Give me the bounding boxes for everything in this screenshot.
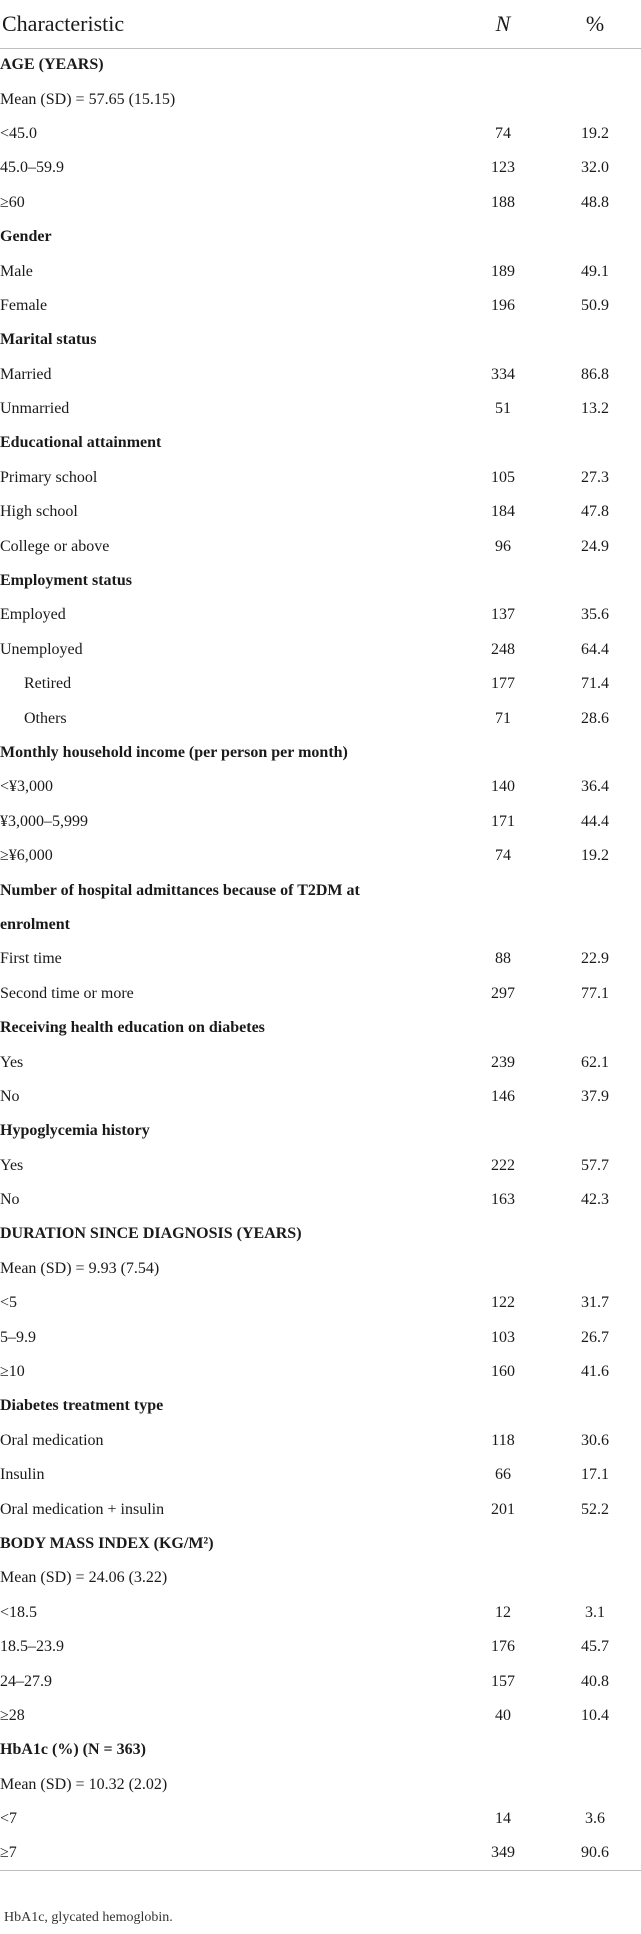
row-count: 201 [491,1500,515,1518]
table-header [0,0,641,48]
row-label: Mean (SD) = 9.93 (7.54) [0,1259,160,1277]
row-percent: 28.6 [581,709,609,727]
table-row [0,770,641,804]
table-row [0,633,641,667]
row-percent: 40.8 [581,1672,609,1690]
row-label: Male [0,262,33,280]
row-label: Mean (SD) = 57.65 (15.15) [0,90,176,108]
row-percent: 32.0 [581,159,609,177]
section-heading-row [0,48,641,82]
row-count: 12 [495,1603,511,1621]
row-percent: 47.8 [581,503,609,521]
table-row [0,529,641,563]
row-count: 140 [491,778,515,796]
row-label: Female [0,296,48,314]
row-count: 105 [491,468,515,486]
row-label: <45.0 [0,124,38,142]
table-row [0,461,641,495]
row-label: ¥3,000–5,999 [0,812,88,830]
row-label: enrolment [0,915,70,933]
row-label: ≥60 [0,193,25,211]
row-percent [549,1217,641,1251]
table-row [0,1045,641,1079]
table-row [0,942,641,976]
row-count: 118 [491,1431,515,1449]
row-percent [549,82,641,116]
table-row [0,1561,641,1595]
row-label: Diabetes treatment type [0,1397,164,1415]
row-count [457,1389,549,1423]
row-percent: 31.7 [581,1294,609,1312]
row-percent: 26.7 [581,1328,609,1346]
row-count: 123 [491,159,515,177]
row-percent: 22.9 [581,950,609,968]
table-row [0,1768,641,1802]
row-count: 66 [495,1466,511,1484]
row-count [457,1252,549,1286]
row-percent: 45.7 [581,1638,609,1656]
table-row [0,117,641,151]
table-row [0,598,641,632]
row-percent: 27.3 [581,468,609,486]
table-row [0,1080,641,1114]
header-row [0,0,641,48]
header-n: N [457,0,549,48]
row-label: 45.0–59.9 [0,159,64,177]
section-heading-row [0,1389,641,1423]
row-count: 96 [495,537,511,555]
row-label: First time [0,950,62,968]
row-count: 146 [491,1087,515,1105]
table-row [0,495,641,529]
section-heading-row [0,873,641,907]
row-count: 163 [491,1191,515,1209]
row-percent [549,1733,641,1767]
row-label: ≥7 [0,1836,457,1870]
row-percent [549,323,641,357]
row-percent [549,220,641,254]
row-percent [549,1252,641,1286]
table-row [0,82,641,116]
row-percent: 44.4 [581,812,609,830]
row-label: Oral medication + insulin [0,1500,165,1518]
row-count [457,564,549,598]
row-label: Unemployed [0,640,83,658]
table-row [0,1492,641,1526]
row-percent: 41.6 [581,1363,609,1381]
row-count: 14 [495,1810,511,1828]
row-count: 171 [491,812,515,830]
row-label: Number of hospital admittances because of T2DM at [0,881,360,899]
row-percent: 10.4 [581,1706,609,1724]
row-label: Unmarried [0,400,70,418]
row-label: Primary school [0,468,98,486]
table-row [0,358,641,392]
row-label: Retired [24,675,72,693]
row-label: College or above [0,537,110,555]
row-percent: 52.2 [581,1500,609,1518]
table-row [0,1320,641,1354]
table-row [0,805,641,839]
table-row [0,977,641,1011]
table-row [0,1149,641,1183]
table-row [0,1802,641,1836]
row-count: 157 [491,1672,515,1690]
row-percent [549,1561,641,1595]
row-label: HbA1c (%) (N = 363) [0,1741,146,1759]
row-percent: 30.6 [581,1431,609,1449]
row-label: 5–9.9 [0,1328,36,1346]
section-heading-row [0,1114,641,1148]
row-count [457,323,549,357]
row-percent [549,1114,641,1148]
row-count [457,1561,549,1595]
row-count [457,1527,549,1561]
row-label: AGE (YEARS) [0,56,104,74]
row-count: 239 [491,1053,515,1071]
row-label: BODY MASS INDEX (KG/M²) [0,1534,214,1552]
row-count: 334 [491,365,515,383]
table-footnote: HbA1c, glycated hemoglobin. [4,1910,173,1925]
section-heading-row [0,1733,641,1767]
row-percent: 17.1 [581,1466,609,1484]
row-percent: 48.8 [581,193,609,211]
table-row [0,289,641,323]
row-label: Mean (SD) = 10.32 (2.02) [0,1775,168,1793]
row-label: Married [0,365,52,383]
row-percent: 42.3 [581,1191,609,1209]
row-label: Employment status [0,572,133,590]
row-label: Others [24,709,67,727]
row-count [457,220,549,254]
table-row [0,839,641,873]
table-row [0,186,641,220]
row-count: 103 [491,1328,515,1346]
table-row [0,667,641,701]
row-label: Educational attainment [0,434,162,452]
row-label: No [0,1191,20,1209]
row-count [457,426,549,460]
row-percent: 57.7 [581,1156,609,1174]
header-percent: % [549,0,641,48]
row-count: 71 [495,709,511,727]
row-count [457,48,549,82]
row-label: Gender [0,228,52,246]
row-count [457,1011,549,1045]
row-label: Hypoglycemia history [0,1122,150,1140]
row-label: Yes [0,1053,24,1071]
row-percent: 50.9 [581,296,609,314]
section-heading-row [0,426,641,460]
row-count [457,908,549,942]
row-count: 88 [495,950,511,968]
table-row [0,1836,641,1870]
row-percent: 77.1 [581,984,609,1002]
table-row [0,151,641,185]
row-percent [549,426,641,460]
row-label: <¥3,000 [0,778,54,796]
row-label: ≥28 [0,1706,25,1724]
row-count: 160 [491,1363,515,1381]
row-count: 196 [491,296,515,314]
row-label: Yes [0,1156,24,1174]
row-percent: 35.6 [581,606,609,624]
row-percent [549,1527,641,1561]
row-percent [549,564,641,598]
table-row [0,1355,641,1389]
row-percent: 86.8 [581,365,609,383]
row-count: 349 [457,1836,549,1870]
section-heading-row [0,1527,641,1561]
table-row [0,1699,641,1733]
row-count: 40 [495,1706,511,1724]
row-count: 189 [491,262,515,280]
row-count [457,1733,549,1767]
row-percent: 3.6 [585,1810,605,1828]
header-characteristic: Characteristic [0,0,457,48]
section-heading-row [0,1217,641,1251]
row-percent: 62.1 [581,1053,609,1071]
table-row [0,1630,641,1664]
row-percent [549,908,641,942]
section-heading-row [0,736,641,770]
row-percent: 36.4 [581,778,609,796]
section-heading-row [0,908,641,942]
row-percent: 64.4 [581,640,609,658]
row-label: Oral medication [0,1431,104,1449]
row-count: 222 [491,1156,515,1174]
row-label: Receiving health education on diabetes [0,1019,265,1037]
row-count: 137 [491,606,515,624]
row-label: 24–27.9 [0,1672,52,1690]
row-percent: 3.1 [585,1603,605,1621]
row-label: Monthly household income (per person per month) [0,744,348,761]
row-label: <7 [0,1810,18,1828]
table-row [0,1458,641,1492]
section-heading-row [0,1011,641,1045]
row-label: No [0,1087,20,1105]
table-row [0,254,641,288]
row-count: 297 [491,984,515,1002]
row-label: 18.5–23.9 [0,1638,64,1656]
row-percent: 90.6 [549,1836,641,1870]
row-label: Mean (SD) = 24.06 (3.22) [0,1569,168,1587]
section-heading-row [0,220,641,254]
row-count: 122 [491,1294,515,1312]
row-label: Second time or more [0,984,134,1002]
table-row [0,392,641,426]
row-percent: 19.2 [581,124,609,142]
row-count [457,82,549,116]
table-row [0,1664,641,1698]
row-count: 74 [495,124,511,142]
row-count: 51 [495,400,511,418]
row-label: DURATION SINCE DIAGNOSIS (YEARS) [0,1225,302,1243]
row-percent: 71.4 [581,675,609,693]
table-row [0,1424,641,1458]
table-body [0,48,641,1871]
table-row [0,1596,641,1630]
row-percent: 19.2 [581,847,609,865]
table-row [0,1252,641,1286]
row-count: 177 [491,675,515,693]
row-count [457,736,549,770]
row-label: <5 [0,1294,18,1312]
table-row [0,701,641,735]
row-percent [549,1011,641,1045]
row-label: ≥10 [0,1363,25,1381]
row-percent: 24.9 [581,537,609,555]
row-count [457,873,549,907]
row-count [457,1768,549,1802]
row-percent: 37.9 [581,1087,609,1105]
row-percent [549,48,641,82]
row-count: 248 [491,640,515,658]
table-row [0,1183,641,1217]
section-heading-row [0,564,641,598]
row-count: 74 [495,847,511,865]
row-label: Marital status [0,331,97,349]
row-count: 176 [491,1638,515,1656]
row-percent [549,736,641,770]
row-percent [549,1389,641,1423]
row-percent [549,1768,641,1802]
table-row [0,1286,641,1320]
row-percent: 49.1 [581,262,609,280]
row-label: Insulin [0,1466,45,1484]
row-label: Employed [0,606,66,624]
row-count: 184 [491,503,515,521]
row-label: High school [0,503,78,521]
row-count [457,1114,549,1148]
row-percent: 13.2 [581,400,609,418]
row-count [457,1217,549,1251]
section-heading-row [0,323,641,357]
row-percent [549,873,641,907]
row-label: ≥¥6,000 [0,847,53,865]
row-count: 188 [491,193,515,211]
row-label: <18.5 [0,1603,38,1621]
